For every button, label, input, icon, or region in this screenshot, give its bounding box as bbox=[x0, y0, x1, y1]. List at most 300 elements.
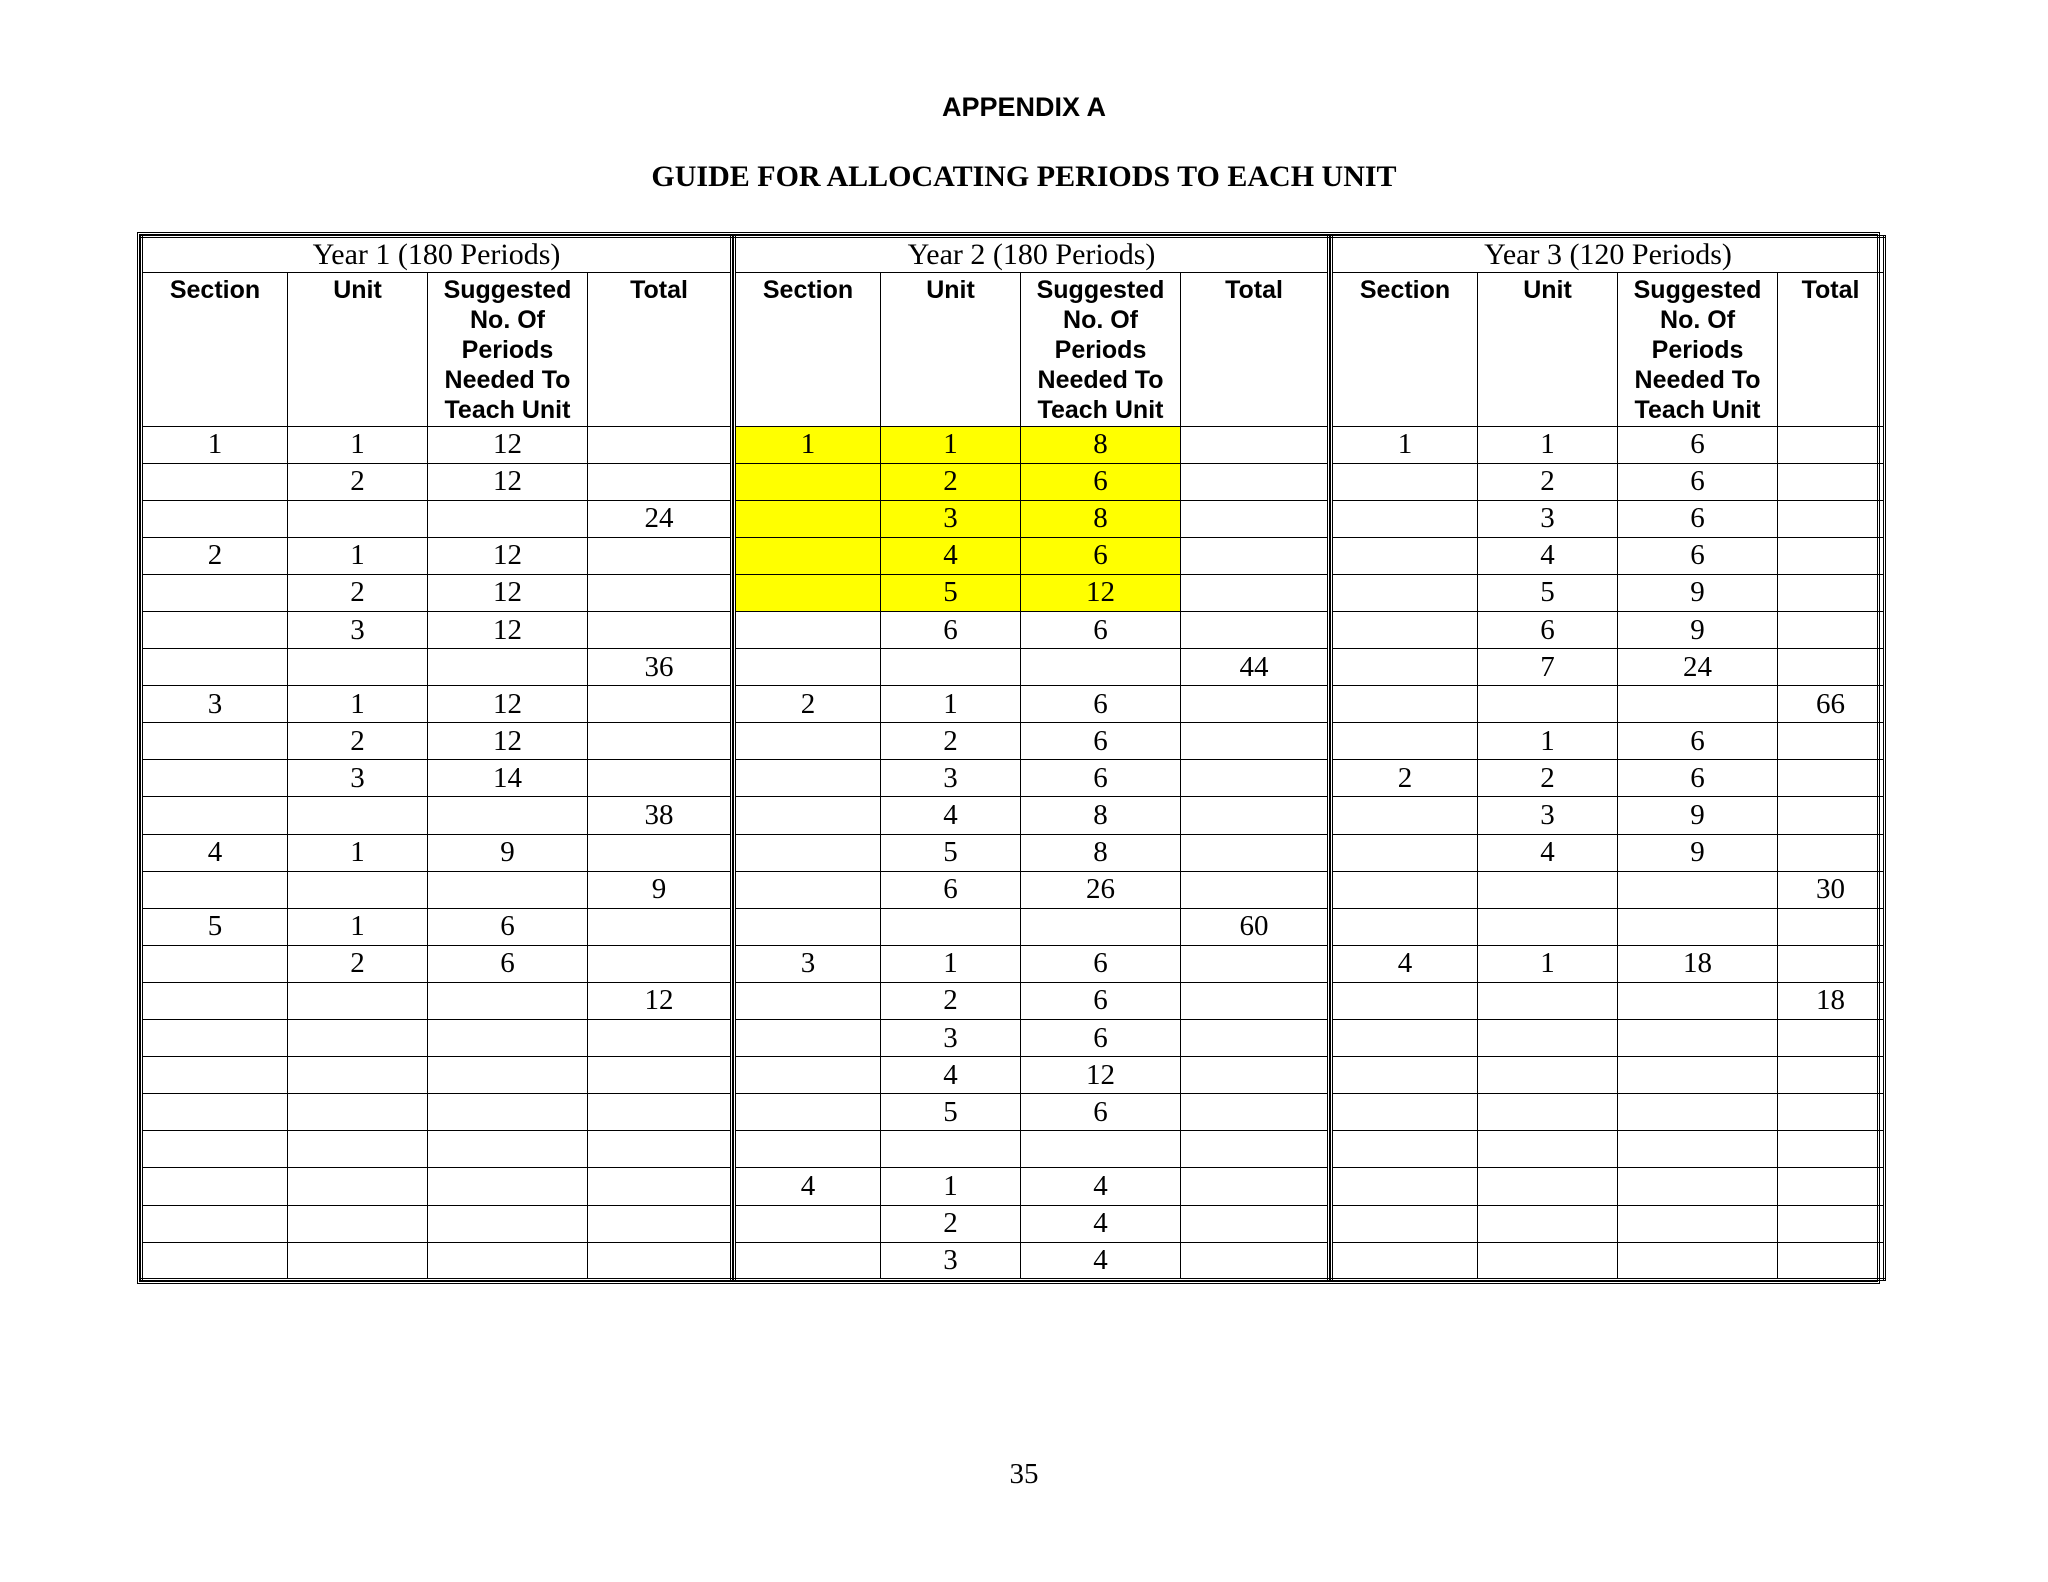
table-row bbox=[735, 1057, 1329, 1094]
cell-unit: 5 bbox=[881, 834, 1021, 871]
cell-unit bbox=[881, 1131, 1021, 1168]
table-row bbox=[142, 723, 732, 760]
cell-total bbox=[1778, 612, 1885, 649]
cell-total bbox=[1181, 871, 1329, 908]
cell-unit: 1 bbox=[1478, 945, 1618, 982]
cell-unit bbox=[1478, 982, 1618, 1019]
page-title: GUIDE FOR ALLOCATING PERIODS TO EACH UNIT bbox=[651, 160, 1397, 193]
cell-total bbox=[1778, 723, 1885, 760]
table-row bbox=[735, 945, 1329, 982]
column-header-periods: Suggested No. Of Periods Needed To Teach Unit bbox=[1021, 273, 1181, 426]
cell-section: 3 bbox=[142, 686, 288, 723]
cell-unit: 4 bbox=[881, 1057, 1021, 1094]
cell-section bbox=[1332, 1168, 1478, 1205]
cell-unit: 6 bbox=[1478, 612, 1618, 649]
table-row bbox=[1332, 1020, 1885, 1057]
year-title: Year 3 (120 Periods) bbox=[1332, 237, 1885, 273]
table-row bbox=[1332, 1094, 1885, 1131]
table-row bbox=[142, 649, 732, 686]
cell-periods: 8 bbox=[1021, 797, 1181, 834]
cell-periods: 12 bbox=[1021, 574, 1181, 611]
cell-total bbox=[1181, 1131, 1329, 1168]
table-row bbox=[735, 1131, 1329, 1168]
cell-total bbox=[1778, 1242, 1885, 1279]
cell-unit: 4 bbox=[1478, 537, 1618, 574]
cell-total bbox=[588, 574, 732, 611]
cell-periods: 8 bbox=[1021, 834, 1181, 871]
table-row bbox=[735, 797, 1329, 834]
cell-periods: 4 bbox=[1021, 1242, 1181, 1279]
cell-unit: 6 bbox=[881, 871, 1021, 908]
cell-total bbox=[1181, 463, 1329, 500]
cell-total: 44 bbox=[1181, 649, 1329, 686]
cell-section bbox=[735, 908, 881, 945]
cell-total bbox=[1778, 797, 1885, 834]
cell-section bbox=[1332, 797, 1478, 834]
table-row bbox=[1332, 797, 1885, 834]
cell-unit bbox=[288, 871, 428, 908]
cell-periods: 6 bbox=[1021, 982, 1181, 1019]
cell-section: 2 bbox=[735, 686, 881, 723]
table-row bbox=[142, 574, 732, 611]
cell-total bbox=[1181, 1057, 1329, 1094]
cell-total: 60 bbox=[1181, 908, 1329, 945]
table-row bbox=[735, 834, 1329, 871]
cell-periods: 6 bbox=[428, 945, 588, 982]
column-header-section: Section bbox=[1332, 273, 1478, 426]
cell-section bbox=[735, 834, 881, 871]
table-row bbox=[142, 1205, 732, 1242]
table-row bbox=[142, 612, 732, 649]
cell-total bbox=[588, 945, 732, 982]
cell-total bbox=[588, 463, 732, 500]
cell-unit: 2 bbox=[881, 1205, 1021, 1242]
cell-section bbox=[735, 649, 881, 686]
cell-periods bbox=[428, 982, 588, 1019]
cell-unit: 3 bbox=[881, 1242, 1021, 1279]
table-row bbox=[142, 797, 732, 834]
cell-section bbox=[142, 463, 288, 500]
cell-section bbox=[735, 1094, 881, 1131]
table-row bbox=[1332, 500, 1885, 537]
cell-section bbox=[735, 1057, 881, 1094]
table-row bbox=[142, 686, 732, 723]
cell-total bbox=[1181, 1205, 1329, 1242]
cell-total bbox=[1778, 574, 1885, 611]
cell-section bbox=[735, 1242, 881, 1279]
cell-total bbox=[1778, 426, 1885, 463]
cell-total bbox=[1181, 834, 1329, 871]
cell-total bbox=[1181, 612, 1329, 649]
cell-unit bbox=[1478, 1094, 1618, 1131]
cell-section bbox=[142, 797, 288, 834]
cell-periods bbox=[1021, 1131, 1181, 1168]
appendix-heading: APPENDIX A bbox=[941, 92, 1107, 122]
table-row bbox=[1332, 537, 1885, 574]
table-row bbox=[735, 1242, 1329, 1279]
cell-total bbox=[1778, 1131, 1885, 1168]
cell-unit: 3 bbox=[288, 760, 428, 797]
cell-periods bbox=[1618, 1057, 1778, 1094]
cell-periods bbox=[428, 1242, 588, 1279]
cell-section bbox=[1332, 1205, 1478, 1242]
cell-section bbox=[1332, 982, 1478, 1019]
table-row bbox=[142, 871, 732, 908]
cell-unit: 2 bbox=[1478, 463, 1618, 500]
year-3-table bbox=[1330, 235, 1886, 1281]
cell-total bbox=[588, 1242, 732, 1279]
cell-unit bbox=[288, 1057, 428, 1094]
cell-unit: 3 bbox=[881, 1020, 1021, 1057]
cell-total bbox=[588, 537, 732, 574]
cell-section: 2 bbox=[1332, 760, 1478, 797]
cell-section bbox=[142, 871, 288, 908]
table-row bbox=[735, 760, 1329, 797]
table-row bbox=[1332, 1242, 1885, 1279]
cell-periods: 9 bbox=[1618, 797, 1778, 834]
cell-total bbox=[588, 686, 732, 723]
cell-section bbox=[142, 574, 288, 611]
cell-unit bbox=[881, 908, 1021, 945]
cell-unit bbox=[288, 797, 428, 834]
cell-total bbox=[1778, 1205, 1885, 1242]
table-row bbox=[735, 574, 1329, 611]
table-row bbox=[142, 1168, 732, 1205]
cell-section bbox=[735, 500, 881, 537]
cell-periods: 6 bbox=[1021, 612, 1181, 649]
cell-periods bbox=[428, 1205, 588, 1242]
cell-periods: 12 bbox=[428, 426, 588, 463]
table-row bbox=[1332, 871, 1885, 908]
cell-total bbox=[588, 723, 732, 760]
cell-periods: 12 bbox=[428, 612, 588, 649]
column-header-total: Total bbox=[1778, 273, 1885, 426]
column-header-total: Total bbox=[1181, 273, 1329, 426]
cell-section bbox=[1332, 612, 1478, 649]
allocation-tables bbox=[137, 232, 1880, 1284]
cell-section bbox=[142, 1094, 288, 1131]
table-row bbox=[735, 1168, 1329, 1205]
cell-unit bbox=[288, 1131, 428, 1168]
cell-section bbox=[142, 1168, 288, 1205]
cell-periods bbox=[1618, 686, 1778, 723]
table-row bbox=[1332, 574, 1885, 611]
cell-section bbox=[142, 500, 288, 537]
cell-unit: 1 bbox=[881, 1168, 1021, 1205]
cell-section: 4 bbox=[735, 1168, 881, 1205]
cell-section bbox=[1332, 574, 1478, 611]
cell-total: 12 bbox=[588, 982, 732, 1019]
cell-total bbox=[1778, 1094, 1885, 1131]
column-header-unit: Unit bbox=[881, 273, 1021, 426]
cell-total bbox=[588, 1168, 732, 1205]
cell-section bbox=[142, 723, 288, 760]
cell-unit: 2 bbox=[288, 574, 428, 611]
table-row bbox=[142, 834, 732, 871]
cell-periods bbox=[1021, 649, 1181, 686]
cell-section bbox=[1332, 1057, 1478, 1094]
cell-periods: 6 bbox=[1021, 1094, 1181, 1131]
cell-section bbox=[142, 760, 288, 797]
cell-section bbox=[142, 612, 288, 649]
cell-total bbox=[1181, 537, 1329, 574]
cell-periods: 26 bbox=[1021, 871, 1181, 908]
cell-unit: 1 bbox=[288, 834, 428, 871]
cell-unit: 1 bbox=[288, 908, 428, 945]
cell-section bbox=[142, 1205, 288, 1242]
cell-total bbox=[1181, 945, 1329, 982]
cell-section bbox=[142, 649, 288, 686]
cell-total bbox=[588, 834, 732, 871]
cell-section bbox=[735, 723, 881, 760]
table-row bbox=[735, 1094, 1329, 1131]
cell-section bbox=[735, 463, 881, 500]
cell-total bbox=[1181, 797, 1329, 834]
cell-unit: 1 bbox=[1478, 723, 1618, 760]
cell-total bbox=[1181, 574, 1329, 611]
cell-unit: 1 bbox=[881, 686, 1021, 723]
cell-periods bbox=[1618, 1168, 1778, 1205]
table-row bbox=[735, 686, 1329, 723]
year-title: Year 1 (180 Periods) bbox=[142, 237, 732, 273]
cell-section bbox=[1332, 834, 1478, 871]
cell-periods: 9 bbox=[428, 834, 588, 871]
cell-total bbox=[1181, 686, 1329, 723]
cell-periods: 14 bbox=[428, 760, 588, 797]
table-row bbox=[735, 612, 1329, 649]
cell-section bbox=[142, 945, 288, 982]
cell-total bbox=[1181, 1094, 1329, 1131]
cell-section bbox=[1332, 1094, 1478, 1131]
cell-total bbox=[1778, 1168, 1885, 1205]
table-row bbox=[142, 463, 732, 500]
cell-section bbox=[735, 760, 881, 797]
cell-periods: 4 bbox=[1021, 1168, 1181, 1205]
year-title: Year 2 (180 Periods) bbox=[735, 237, 1329, 273]
cell-total bbox=[1778, 908, 1885, 945]
cell-unit: 2 bbox=[881, 723, 1021, 760]
cell-section bbox=[1332, 1242, 1478, 1279]
cell-unit bbox=[1478, 1131, 1618, 1168]
cell-periods: 6 bbox=[1618, 463, 1778, 500]
cell-unit: 3 bbox=[288, 612, 428, 649]
table-row bbox=[1332, 463, 1885, 500]
cell-total bbox=[1181, 500, 1329, 537]
table-row bbox=[142, 1242, 732, 1279]
cell-section bbox=[142, 1020, 288, 1057]
column-header-unit: Unit bbox=[288, 273, 428, 426]
cell-unit: 2 bbox=[1478, 760, 1618, 797]
cell-periods bbox=[428, 1057, 588, 1094]
cell-periods: 12 bbox=[428, 686, 588, 723]
column-header-section: Section bbox=[142, 273, 288, 426]
cell-total bbox=[588, 1094, 732, 1131]
cell-total bbox=[1778, 537, 1885, 574]
cell-section bbox=[735, 537, 881, 574]
cell-periods: 6 bbox=[1021, 1020, 1181, 1057]
cell-unit: 5 bbox=[881, 1094, 1021, 1131]
table-row bbox=[735, 426, 1329, 463]
cell-total bbox=[1778, 463, 1885, 500]
cell-unit: 2 bbox=[288, 723, 428, 760]
cell-unit bbox=[288, 1168, 428, 1205]
table-row bbox=[735, 723, 1329, 760]
cell-periods: 12 bbox=[428, 537, 588, 574]
cell-periods: 6 bbox=[1618, 500, 1778, 537]
table-row bbox=[1332, 649, 1885, 686]
cell-total bbox=[588, 1020, 732, 1057]
cell-periods bbox=[1021, 908, 1181, 945]
cell-total bbox=[1778, 760, 1885, 797]
cell-unit bbox=[1478, 686, 1618, 723]
cell-unit: 5 bbox=[1478, 574, 1618, 611]
cell-unit bbox=[1478, 908, 1618, 945]
cell-total: 24 bbox=[588, 500, 732, 537]
cell-unit bbox=[288, 1094, 428, 1131]
table-row bbox=[142, 500, 732, 537]
table-row bbox=[142, 908, 732, 945]
cell-unit: 3 bbox=[1478, 797, 1618, 834]
cell-section bbox=[735, 1131, 881, 1168]
column-header-unit: Unit bbox=[1478, 273, 1618, 426]
cell-section bbox=[735, 797, 881, 834]
table-row bbox=[1332, 723, 1885, 760]
table-row bbox=[735, 1205, 1329, 1242]
cell-total bbox=[1181, 1168, 1329, 1205]
table-row bbox=[1332, 1057, 1885, 1094]
cell-section bbox=[1332, 908, 1478, 945]
table-row bbox=[142, 1131, 732, 1168]
cell-total bbox=[1181, 982, 1329, 1019]
cell-periods bbox=[1618, 1094, 1778, 1131]
cell-total bbox=[588, 760, 732, 797]
cell-periods bbox=[428, 500, 588, 537]
cell-periods bbox=[1618, 1020, 1778, 1057]
cell-periods: 6 bbox=[1618, 537, 1778, 574]
cell-section: 1 bbox=[142, 426, 288, 463]
cell-total bbox=[588, 1057, 732, 1094]
table-row bbox=[735, 908, 1329, 945]
cell-section: 5 bbox=[142, 908, 288, 945]
cell-unit bbox=[288, 1020, 428, 1057]
cell-section: 4 bbox=[142, 834, 288, 871]
table-row bbox=[142, 1094, 732, 1131]
cell-periods: 24 bbox=[1618, 649, 1778, 686]
cell-periods: 6 bbox=[1021, 760, 1181, 797]
cell-section bbox=[142, 1057, 288, 1094]
cell-periods: 6 bbox=[1618, 760, 1778, 797]
cell-periods bbox=[1618, 908, 1778, 945]
column-header-total: Total bbox=[588, 273, 732, 426]
cell-unit: 6 bbox=[881, 612, 1021, 649]
cell-section bbox=[735, 574, 881, 611]
cell-periods bbox=[428, 1094, 588, 1131]
cell-total bbox=[1181, 760, 1329, 797]
year-1-table bbox=[140, 235, 733, 1281]
cell-unit: 5 bbox=[881, 574, 1021, 611]
cell-periods: 6 bbox=[1021, 463, 1181, 500]
cell-total bbox=[588, 612, 732, 649]
table-row bbox=[1332, 945, 1885, 982]
cell-section bbox=[735, 1205, 881, 1242]
cell-unit bbox=[288, 1242, 428, 1279]
table-row bbox=[1332, 1131, 1885, 1168]
cell-unit bbox=[1478, 1020, 1618, 1057]
cell-total: 38 bbox=[588, 797, 732, 834]
cell-unit bbox=[1478, 1205, 1618, 1242]
cell-total bbox=[588, 1205, 732, 1242]
cell-periods bbox=[1618, 1242, 1778, 1279]
cell-total bbox=[588, 908, 732, 945]
cell-section: 3 bbox=[735, 945, 881, 982]
cell-total bbox=[1778, 1057, 1885, 1094]
cell-section bbox=[142, 1242, 288, 1279]
cell-section: 1 bbox=[1332, 426, 1478, 463]
cell-section bbox=[1332, 463, 1478, 500]
cell-unit: 4 bbox=[881, 797, 1021, 834]
cell-total: 36 bbox=[588, 649, 732, 686]
cell-section bbox=[1332, 723, 1478, 760]
cell-total: 66 bbox=[1778, 686, 1885, 723]
cell-section bbox=[1332, 871, 1478, 908]
cell-section: 4 bbox=[1332, 945, 1478, 982]
cell-section bbox=[142, 1131, 288, 1168]
cell-unit bbox=[1478, 1168, 1618, 1205]
cell-unit: 1 bbox=[1478, 426, 1618, 463]
cell-total bbox=[588, 1131, 732, 1168]
cell-unit: 3 bbox=[881, 500, 1021, 537]
cell-total bbox=[1181, 723, 1329, 760]
column-header-periods: Suggested No. Of Periods Needed To Teach Unit bbox=[1618, 273, 1778, 426]
cell-unit: 3 bbox=[881, 760, 1021, 797]
cell-total bbox=[1181, 1020, 1329, 1057]
cell-section bbox=[735, 871, 881, 908]
cell-section bbox=[1332, 649, 1478, 686]
cell-total: 9 bbox=[588, 871, 732, 908]
cell-periods: 6 bbox=[1021, 686, 1181, 723]
table-row bbox=[735, 649, 1329, 686]
table-row bbox=[1332, 834, 1885, 871]
cell-total bbox=[1778, 1020, 1885, 1057]
cell-periods: 6 bbox=[1021, 723, 1181, 760]
table-row bbox=[142, 537, 732, 574]
cell-section bbox=[735, 1020, 881, 1057]
cell-periods bbox=[1618, 1205, 1778, 1242]
cell-periods: 6 bbox=[1618, 426, 1778, 463]
cell-section bbox=[142, 982, 288, 1019]
cell-section bbox=[735, 612, 881, 649]
cell-unit: 1 bbox=[881, 426, 1021, 463]
cell-periods bbox=[428, 797, 588, 834]
table-row bbox=[1332, 426, 1885, 463]
table-row bbox=[735, 463, 1329, 500]
cell-total bbox=[1778, 834, 1885, 871]
cell-unit: 3 bbox=[1478, 500, 1618, 537]
cell-periods: 12 bbox=[1021, 1057, 1181, 1094]
cell-periods bbox=[428, 1168, 588, 1205]
cell-periods bbox=[428, 871, 588, 908]
cell-unit bbox=[1478, 1057, 1618, 1094]
cell-periods: 9 bbox=[1618, 612, 1778, 649]
cell-total bbox=[1778, 945, 1885, 982]
cell-unit: 2 bbox=[881, 982, 1021, 1019]
table-row bbox=[1332, 982, 1885, 1019]
cell-periods: 6 bbox=[1618, 723, 1778, 760]
cell-unit: 1 bbox=[288, 537, 428, 574]
cell-total bbox=[1778, 649, 1885, 686]
cell-unit: 2 bbox=[288, 945, 428, 982]
table-row bbox=[1332, 760, 1885, 797]
